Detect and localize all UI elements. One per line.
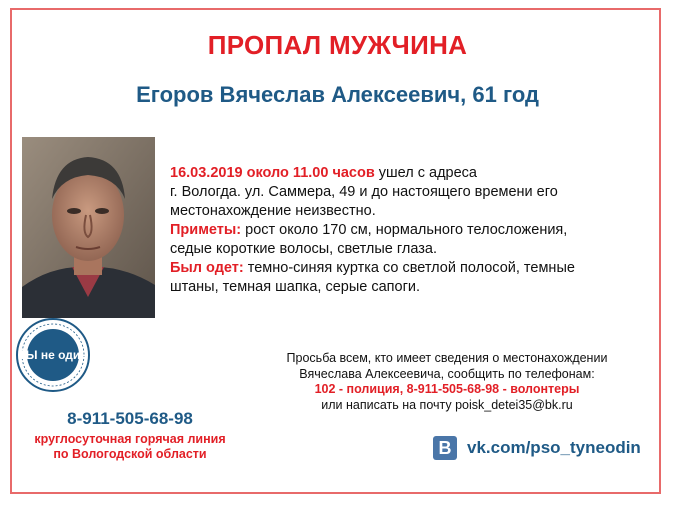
signs-text: рост около 170 см, нормального телосложения,: [241, 222, 568, 238]
description-text: ушел с адреса: [374, 165, 477, 181]
request-line: Вячеслава Алексеевича, сообщить по телефонам:: [299, 366, 595, 381]
disappearance-datetime: 16.03.2019 около 11.00 часов: [170, 165, 375, 181]
hotline-caption-line: круглосуточная горячая линия: [34, 432, 226, 446]
vk-icon[interactable]: В: [433, 436, 457, 460]
volunteer-logo: [14, 316, 92, 394]
poster-title: ПРОПАЛ МУЖЧИНА: [207, 30, 468, 60]
description-line: г. Вологда. ул. Саммера, 49 и до настоящего времени его: [170, 184, 558, 200]
signs-label: Приметы:: [170, 222, 242, 238]
contact-email[interactable]: или написать на почту poisk_detei35@bk.ru: [321, 397, 573, 412]
clothes-label: Был одет:: [170, 260, 244, 276]
description-line: [170, 221, 650, 240]
description-line: [170, 259, 650, 278]
description-line: штаны, темная шапка, серые сапоги.: [170, 279, 420, 295]
request-line: Просьба всем, кто имеет сведения о местонахождении: [286, 351, 608, 365]
missing-person-photo: [22, 137, 155, 318]
hotline-caption-line: по Вологодской области: [53, 447, 207, 461]
clothes-text: темно-синяя куртка со светлой полосой, темные: [243, 260, 575, 276]
description-line: седые короткие волосы, светлые глаза.: [170, 241, 437, 257]
logo-text: ТЫ не один: [18, 348, 88, 362]
hotline-caption: [30, 432, 230, 462]
missing-person-name: Егоров Вячеслав Алексеевич, 61 год: [136, 82, 539, 107]
contact-phones: 102 - полиция, 8-911-505-68-98 - волонтеры: [314, 382, 580, 396]
request-block: [262, 351, 632, 413]
description-line: местонахождение неизвестно.: [170, 203, 376, 219]
hotline-phone[interactable]: 8-911-505-68-98: [67, 409, 193, 428]
description-block: [170, 164, 650, 297]
description-line: [170, 164, 650, 183]
vk-link[interactable]: vk.com/pso_tyneodin: [467, 438, 641, 457]
